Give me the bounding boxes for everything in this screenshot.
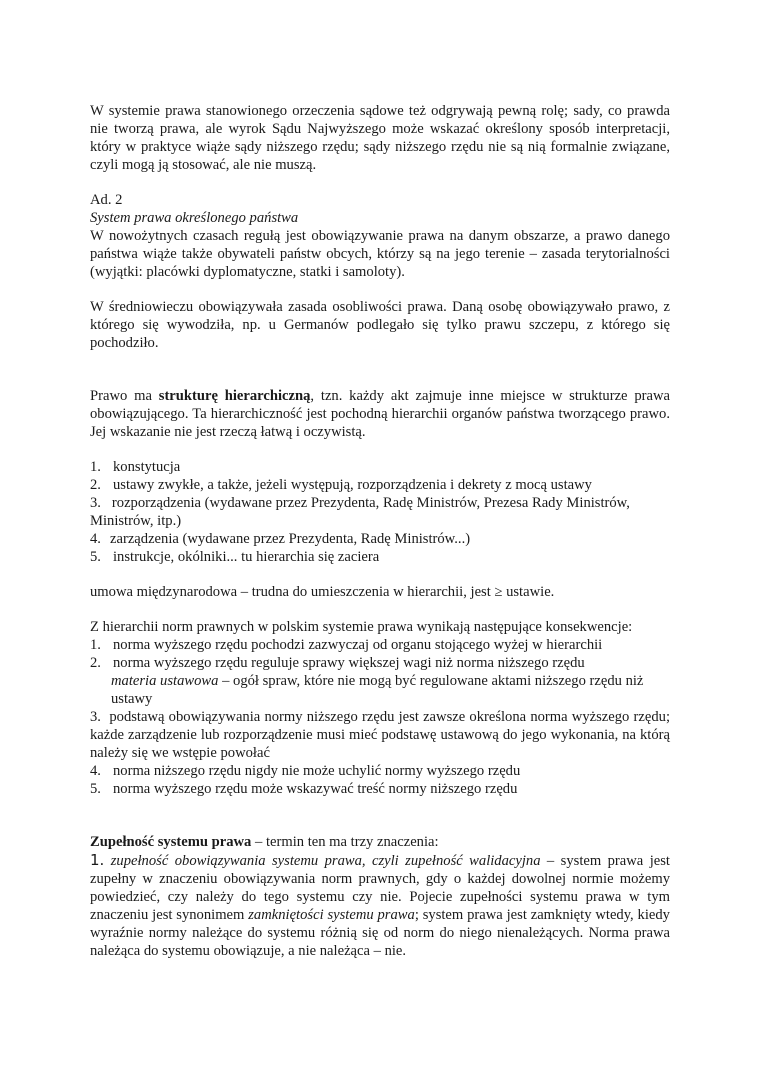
paragraph-international-agreement: umowa międzynarodowa – trudna do umieszczenia w hierarchii, jest ≥ ustawie.	[90, 584, 555, 600]
section-label-ad2: Ad. 2	[90, 192, 123, 208]
paragraph-completeness: 1. zupełność obowiązywania systemu prawa, czyli zupełność walidacyjna – system prawa jest zupełny w znaczeniu obowiązywania norm prawnych, gdy o każdej dowolnej normie możemy powiedzieć, czy należy do tego systemu czy nie. Pojecie zupełności systemu prawa w tym znaczeniu jest synonimem zamkniętości systemu prawa; system prawa jest zamknięty wtedy, kiedy wyraźnie normy należące do systemu różnią się od norm do niego nienależących. Norma prawa należąca do systemu obowiązuje, a nie należąca – nie.	[90, 851, 670, 959]
paragraph-court-rulings: W systemie prawa stanowionego orzeczenia sądowe też odgrywają pewną rolę; sady, co prawda nie tworzą prawa, ale wyrok Sądu Najwyższego może wskazać określony sposób interpretacji, który w praktyce wiąże sądy niższego rzędu; sądy niższego rzędu nie są nią formalnie związane, czyli mogą ją stosować, ale nie muszą.	[90, 103, 670, 173]
list-item: 5. instrukcje, okólniki... tu hierarchia się zaciera	[90, 549, 380, 565]
list-item: 4. zarządzenia (wydawane przez Prezydenta, Radę Ministrów...)	[90, 531, 471, 547]
list-item: 2. ustawy zwykłe, a także, jeżeli występują, rozporządzenia i dekrety z mocą ustawy	[90, 477, 592, 493]
paragraph-middle-ages: W średniowieczu obowiązywała zasada osobliwości prawa. Daną osobę obowiązywało prawo, z którego się wywodziła, np. u Germanów podlegało się tylko prawu szczepu, z którego się pochodziło.	[90, 299, 670, 351]
list-item: 4. norma niższego rzędu nigdy nie może uchylić normy wyższego rzędu	[90, 763, 521, 779]
paragraph-territoriality: W nowożytnych czasach regułą jest obowiązywanie prawa na danym obszarze, a prawo danego państwa wiąże także obywateli państw obcych, którzy są na jego terenie – zasada terytorialności (wyjątki: placówki dyplomatyczne, statki i samoloty).	[90, 228, 670, 280]
document-body	[90, 102, 670, 960]
consequences-intro: Z hierarchii norm prawnych w polskim systemie prawa wynikają następujące konsekwencje:	[90, 619, 633, 635]
section-heading: System prawa określonego państwa	[90, 210, 299, 226]
hierarchy-list	[90, 458, 670, 566]
completeness-heading: Zupełność systemu prawa – termin ten ma trzy znaczenia:	[90, 834, 439, 850]
bold-term-hierarchy: strukturę hierarchiczną	[158, 388, 311, 404]
consequences-list	[90, 636, 670, 798]
list-item: 3. podstawą obowiązywania normy niższego rzędu jest zawsze określona norma wyższego rzędu; każde zarządzenie lub rozporządzenie musi mieć podstawę ustawową do jego wykonania, na którą należy się we wstępie powołać	[90, 709, 671, 761]
paragraph-hierarchy: Prawo ma strukturę hierarchiczną, tzn. każdy akt zajmuje inne miejsce w strukturze prawa obowiązującego. Ta hierarchiczność jest pochodną hierarchii organów państwa tworzącego prawo. Jej wskazanie nie jest rzeczą łatwą i oczywistą.	[90, 388, 671, 440]
list-item: 1. norma wyższego rzędu pochodzi zazwyczaj od organu stojącego wyżej w hierarchii	[90, 637, 603, 653]
list-item-subtext: materia ustawowa – ogół spraw, które nie mogą być regulowane aktami niższego rzędu niż ustawy	[111, 673, 644, 707]
list-item: 3. rozporządzenia (wydawane przez Prezydenta, Radę Ministrów, Prezesa Rady Ministrów, Ministrów, itp.)	[90, 495, 630, 529]
list-item: 1. konstytucja	[90, 459, 181, 475]
list-item: 5. norma wyższego rzędu może wskazywać treść normy niższego rzędu	[90, 781, 518, 797]
list-item: 2. norma wyższego rzędu reguluje sprawy większej wagi niż norma niższego rzędu	[90, 655, 585, 671]
